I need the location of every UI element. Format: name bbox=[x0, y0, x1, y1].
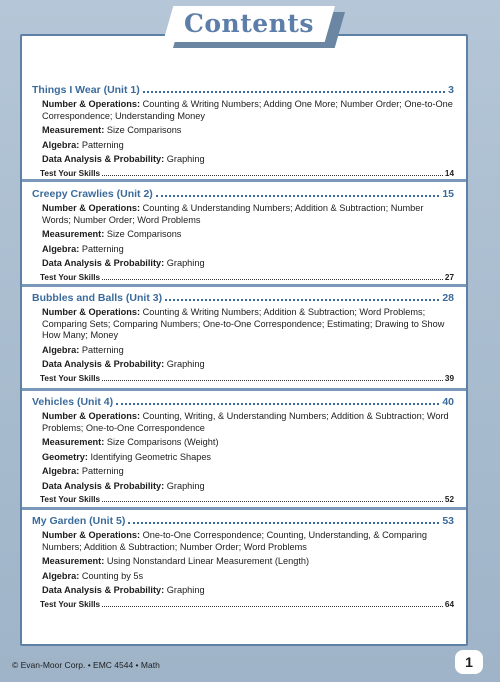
topic-text: Counting & Writing Numbers; Adding One More; Number Order; One-to-One Correspondence; Understanding Money bbox=[42, 99, 453, 121]
topic-line bbox=[42, 345, 454, 357]
unit-title: My Garden (Unit 5) bbox=[32, 515, 126, 527]
topic-text: Graphing bbox=[164, 585, 205, 595]
test-label: Test Your Skills bbox=[40, 495, 101, 504]
leader-dots bbox=[143, 84, 445, 93]
unit-heading[interactable] bbox=[32, 84, 454, 96]
unit-title: Creepy Crawlies (Unit 2) bbox=[32, 188, 153, 200]
leader-dots bbox=[102, 273, 443, 280]
topic-line bbox=[42, 229, 454, 241]
topic-label: Number & Operations: bbox=[42, 411, 141, 421]
unit-title: Things I Wear (Unit 1) bbox=[32, 84, 140, 96]
topic-text: Identifying Geometric Shapes bbox=[87, 451, 212, 462]
topic-text: Size Comparisons bbox=[104, 125, 182, 135]
test-page-number: 52 bbox=[444, 495, 454, 504]
section-divider bbox=[22, 284, 466, 287]
leader-dots bbox=[102, 374, 443, 381]
topic-label: Measurement: bbox=[42, 125, 105, 135]
unit-title: Bubbles and Balls (Unit 3) bbox=[32, 292, 163, 304]
unit-section bbox=[32, 515, 454, 609]
topic-text: Counting & Understanding Numbers; Addition & Subtraction; Number Words; Number Order; Word Problems bbox=[42, 203, 424, 225]
unit-page-number: 28 bbox=[442, 292, 454, 304]
leader-dots bbox=[128, 515, 439, 524]
topic-text: Counting by 5s bbox=[79, 570, 144, 581]
topic-label: Data Analysis & Probability: bbox=[42, 480, 165, 491]
topic-line bbox=[42, 585, 454, 597]
leader-dots bbox=[102, 495, 443, 502]
topic-text: Graphing bbox=[164, 258, 205, 268]
topic-text: Patterning bbox=[79, 139, 124, 150]
topic-label: Measurement: bbox=[42, 556, 105, 566]
topic-label: Number & Operations: bbox=[42, 307, 141, 317]
topic-line bbox=[42, 258, 454, 270]
test-label: Test Your Skills bbox=[40, 168, 101, 178]
test-page-number: 39 bbox=[444, 373, 454, 383]
topic-line bbox=[42, 244, 454, 256]
section-divider bbox=[22, 179, 466, 182]
unit-page-number: 15 bbox=[442, 188, 454, 200]
topic-line bbox=[42, 466, 454, 478]
page-title: Contents bbox=[183, 9, 314, 38]
topic-text: Graphing bbox=[164, 359, 205, 369]
test-your-skills-entry[interactable] bbox=[40, 600, 454, 609]
topic-text: One-to-One Correspondence; Counting, Understanding, & Comparing Numbers; Addition & Subtraction; Number Order; Word Problems bbox=[42, 530, 428, 552]
topic-text: Counting, Writing, & Understanding Numbers; Addition & Subtraction; Word Problems; One-to-One Correspondence bbox=[42, 411, 449, 433]
unit-heading[interactable] bbox=[32, 396, 454, 408]
test-label: Test Your Skills bbox=[40, 599, 101, 609]
topic-label: Data Analysis & Probability: bbox=[42, 585, 165, 595]
topic-label: Algebra: bbox=[42, 466, 80, 476]
test-your-skills-entry[interactable] bbox=[40, 169, 454, 178]
topic-text: Patterning bbox=[79, 466, 124, 476]
topic-line bbox=[42, 556, 454, 568]
test-your-skills-entry[interactable] bbox=[40, 273, 454, 282]
test-page-number: 27 bbox=[444, 272, 454, 282]
unit-page-number: 40 bbox=[442, 396, 454, 408]
topic-line bbox=[42, 481, 454, 493]
topic-line bbox=[42, 99, 454, 122]
topic-line bbox=[42, 530, 454, 553]
unit-page-number: 3 bbox=[448, 84, 454, 96]
unit-heading[interactable] bbox=[32, 292, 454, 304]
topic-text: Patterning bbox=[79, 243, 124, 254]
topic-line bbox=[42, 411, 454, 434]
page-number-badge: 1 bbox=[455, 650, 483, 674]
topic-text: Graphing bbox=[164, 154, 205, 164]
topic-label: Measurement: bbox=[42, 229, 105, 239]
topic-label: Measurement: bbox=[42, 437, 105, 447]
topic-line bbox=[42, 140, 454, 152]
topic-line bbox=[42, 571, 454, 583]
unit-section bbox=[32, 292, 454, 383]
topic-line bbox=[42, 359, 454, 371]
topic-label: Number & Operations: bbox=[42, 530, 141, 540]
leader-dots bbox=[165, 292, 439, 301]
unit-section bbox=[32, 188, 454, 282]
topic-line bbox=[42, 452, 454, 464]
leader-dots bbox=[102, 169, 443, 176]
unit-title: Vehicles (Unit 4) bbox=[32, 396, 114, 408]
topic-text: Counting & Writing Numbers; Addition & Subtraction; Word Problems; Comparing Sets; Comparing Numbers; One-to-One Correspondence; Estimating; Drawing to Show How Many; Money bbox=[42, 307, 445, 340]
leader-dots bbox=[102, 600, 443, 607]
topic-line bbox=[42, 154, 454, 166]
topic-label: Algebra: bbox=[42, 243, 80, 254]
topic-text: Size Comparisons bbox=[104, 229, 182, 239]
topic-line bbox=[42, 307, 454, 342]
unit-section bbox=[32, 84, 454, 178]
topic-label: Number & Operations: bbox=[42, 203, 141, 213]
test-label: Test Your Skills bbox=[40, 272, 101, 282]
topic-line bbox=[42, 125, 454, 137]
topic-label: Algebra: bbox=[42, 139, 80, 150]
topic-text: Patterning bbox=[79, 344, 124, 355]
test-label: Test Your Skills bbox=[40, 373, 101, 383]
topic-label: Geometry: bbox=[42, 451, 88, 462]
topic-line bbox=[42, 203, 454, 226]
topic-label: Data Analysis & Probability: bbox=[42, 359, 165, 369]
test-your-skills-entry[interactable] bbox=[40, 374, 454, 383]
unit-heading[interactable] bbox=[32, 188, 454, 200]
test-page-number: 64 bbox=[444, 599, 454, 609]
topic-label: Number & Operations: bbox=[42, 99, 141, 109]
unit-page-number: 53 bbox=[442, 515, 454, 527]
section-divider bbox=[22, 507, 466, 510]
topic-label: Algebra: bbox=[42, 570, 80, 581]
topic-text: Graphing bbox=[164, 480, 205, 491]
topic-label: Data Analysis & Probability: bbox=[42, 154, 165, 164]
test-your-skills-entry[interactable] bbox=[40, 495, 454, 504]
leader-dots bbox=[156, 188, 440, 197]
leader-dots bbox=[116, 396, 439, 405]
topic-label: Algebra: bbox=[42, 344, 80, 355]
unit-heading[interactable] bbox=[32, 515, 454, 527]
section-divider bbox=[22, 388, 466, 391]
topic-label: Data Analysis & Probability: bbox=[42, 258, 165, 268]
unit-section bbox=[32, 396, 454, 504]
topic-text: Using Nonstandard Linear Measurement (Length) bbox=[104, 556, 310, 566]
topic-text: Size Comparisons (Weight) bbox=[104, 437, 219, 447]
test-page-number: 14 bbox=[444, 168, 454, 178]
contents-panel bbox=[20, 34, 468, 646]
footer-credit: © Evan-Moor Corp. • EMC 4544 • Math bbox=[12, 660, 160, 670]
topic-line bbox=[42, 437, 454, 449]
